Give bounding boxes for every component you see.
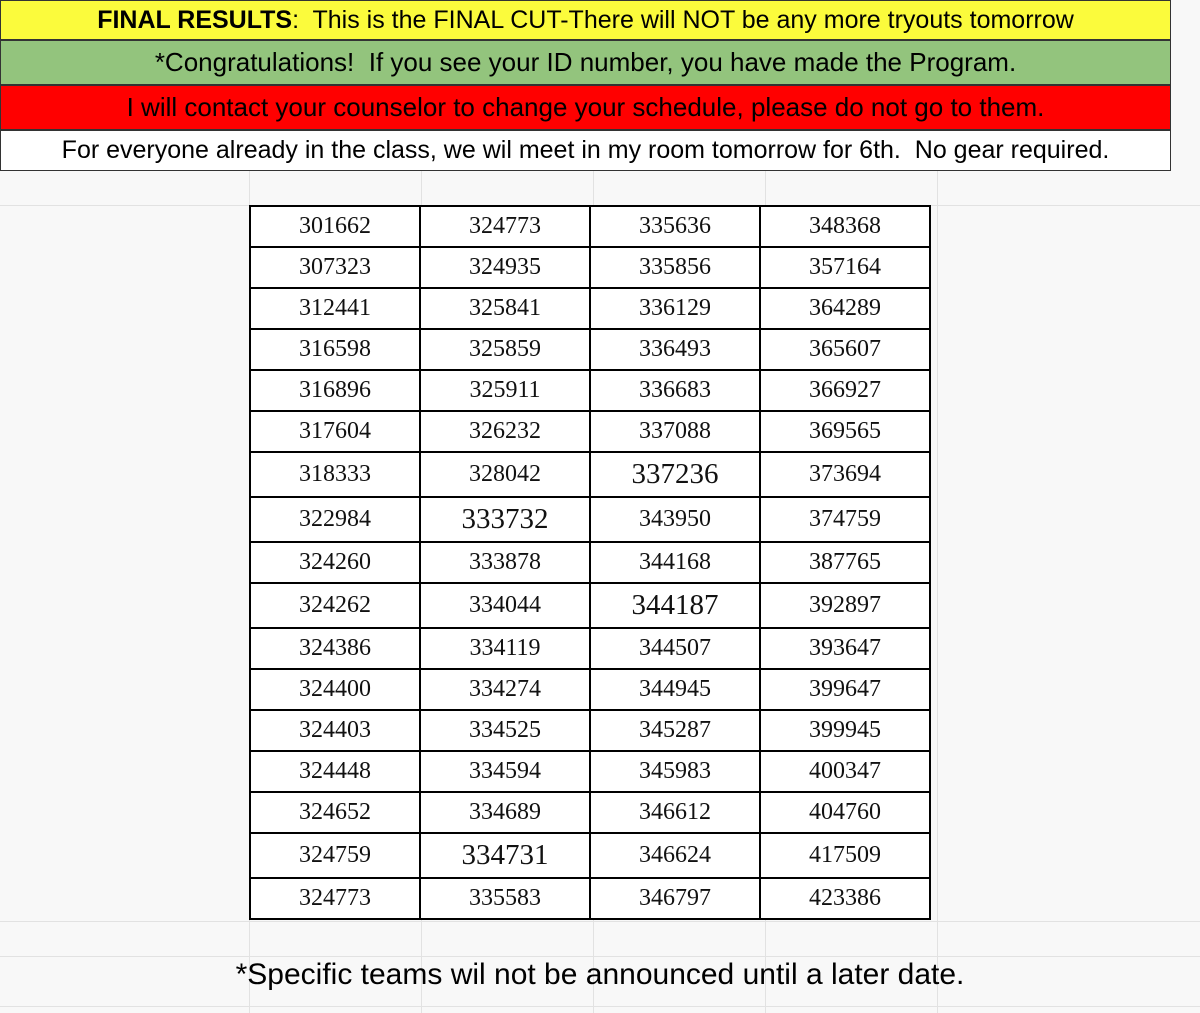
class-note-banner [0, 130, 1171, 171]
id-cell[interactable]: 344187 [590, 583, 760, 628]
id-cell[interactable]: 344507 [590, 628, 760, 669]
id-row [250, 370, 930, 411]
id-cell[interactable]: 334044 [420, 583, 590, 628]
congratulations-banner [0, 40, 1171, 85]
id-row [250, 583, 930, 628]
id-cell[interactable]: 374759 [760, 497, 930, 542]
id-cell[interactable]: 337088 [590, 411, 760, 452]
id-row [250, 206, 930, 247]
id-cell[interactable]: 324386 [250, 628, 420, 669]
id-cell[interactable]: 336493 [590, 329, 760, 370]
id-cell[interactable]: 322984 [250, 497, 420, 542]
id-cell[interactable]: 366927 [760, 370, 930, 411]
id-cell[interactable]: 324759 [250, 833, 420, 878]
id-cell[interactable]: 393647 [760, 628, 930, 669]
final-results-banner [0, 0, 1171, 40]
grid-row-line [0, 1006, 1200, 1007]
id-cell[interactable]: 357164 [760, 247, 930, 288]
id-cell[interactable]: 324400 [250, 669, 420, 710]
id-cell[interactable]: 365607 [760, 329, 930, 370]
id-cell[interactable]: 335636 [590, 206, 760, 247]
id-row [250, 329, 930, 370]
id-cell[interactable]: 318333 [250, 452, 420, 497]
id-row [250, 669, 930, 710]
id-cell[interactable]: 312441 [250, 288, 420, 329]
final-results-label: FINAL RESULTS [97, 5, 293, 34]
id-cell[interactable]: 328042 [420, 452, 590, 497]
id-cell[interactable]: 334274 [420, 669, 590, 710]
id-cell[interactable]: 345287 [590, 710, 760, 751]
id-cell[interactable]: 335856 [590, 247, 760, 288]
id-row [250, 497, 930, 542]
id-cell[interactable]: 336683 [590, 370, 760, 411]
id-cell[interactable]: 301662 [250, 206, 420, 247]
id-cell[interactable]: 334119 [420, 628, 590, 669]
id-cell[interactable]: 324448 [250, 751, 420, 792]
id-cell[interactable]: 316896 [250, 370, 420, 411]
id-cell[interactable]: 345983 [590, 751, 760, 792]
id-cell[interactable]: 346612 [590, 792, 760, 833]
id-row [250, 792, 930, 833]
id-cell[interactable]: 348368 [760, 206, 930, 247]
id-cell[interactable]: 399945 [760, 710, 930, 751]
id-row [250, 247, 930, 288]
id-cell[interactable]: 392897 [760, 583, 930, 628]
id-cell[interactable]: 316598 [250, 329, 420, 370]
id-cell[interactable]: 373694 [760, 452, 930, 497]
id-cell[interactable]: 364289 [760, 288, 930, 329]
id-cell[interactable]: 324773 [420, 206, 590, 247]
id-row [250, 628, 930, 669]
id-cell[interactable]: 324262 [250, 583, 420, 628]
id-cell[interactable]: 335583 [420, 878, 590, 919]
counselor-text: I will contact your counselor to change your schedule, please do not go to them. [126, 92, 1045, 122]
id-row [250, 411, 930, 452]
grid-row-line [0, 956, 1200, 957]
final-results-text: : This is the FINAL CUT-There will NOT be any more tryouts tomorrow [292, 5, 1074, 34]
id-cell[interactable]: 334731 [420, 833, 590, 878]
id-row [250, 751, 930, 792]
id-cell[interactable]: 324773 [250, 878, 420, 919]
id-cell[interactable]: 343950 [590, 497, 760, 542]
id-cell[interactable]: 334689 [420, 792, 590, 833]
id-cell[interactable]: 387765 [760, 542, 930, 583]
class-note-text: For everyone already in the class, we wil meet in my room tomorrow for 6th. No gear required. [61, 136, 1110, 164]
counselor-banner [0, 85, 1171, 130]
id-cell[interactable]: 326232 [420, 411, 590, 452]
id-cell[interactable]: 307323 [250, 247, 420, 288]
id-cell[interactable]: 334594 [420, 751, 590, 792]
grid-column-line [937, 171, 938, 1013]
id-cell[interactable]: 344168 [590, 542, 760, 583]
id-cell[interactable]: 404760 [760, 792, 930, 833]
id-row [250, 288, 930, 329]
id-cell[interactable]: 344945 [590, 669, 760, 710]
id-cell[interactable]: 346797 [590, 878, 760, 919]
id-cell[interactable]: 324652 [250, 792, 420, 833]
footer-note: *Specific teams wil not be announced until a later date. [235, 958, 965, 991]
id-row [250, 878, 930, 919]
id-cell[interactable]: 400347 [760, 751, 930, 792]
id-cell[interactable]: 417509 [760, 833, 930, 878]
id-cell[interactable]: 423386 [760, 878, 930, 919]
id-row [250, 710, 930, 751]
id-cell[interactable]: 333732 [420, 497, 590, 542]
id-cell[interactable]: 324403 [250, 710, 420, 751]
id-cell[interactable]: 324260 [250, 542, 420, 583]
congratulations-text: *Congratulations! If you see your ID number, you have made the Program. [154, 47, 1017, 77]
id-number-table [249, 205, 931, 920]
id-row [250, 833, 930, 878]
id-cell[interactable]: 317604 [250, 411, 420, 452]
id-cell[interactable]: 336129 [590, 288, 760, 329]
id-cell[interactable]: 325911 [420, 370, 590, 411]
id-cell[interactable]: 346624 [590, 833, 760, 878]
id-cell[interactable]: 325859 [420, 329, 590, 370]
id-cell[interactable]: 324935 [420, 247, 590, 288]
id-row [250, 542, 930, 583]
id-cell[interactable]: 369565 [760, 411, 930, 452]
grid-row-line [0, 921, 1200, 922]
id-cell[interactable]: 399647 [760, 669, 930, 710]
sheet-margin [1171, 0, 1200, 171]
id-cell[interactable]: 337236 [590, 452, 760, 497]
id-cell[interactable]: 334525 [420, 710, 590, 751]
id-cell[interactable]: 325841 [420, 288, 590, 329]
id-row [250, 452, 930, 497]
id-cell[interactable]: 333878 [420, 542, 590, 583]
